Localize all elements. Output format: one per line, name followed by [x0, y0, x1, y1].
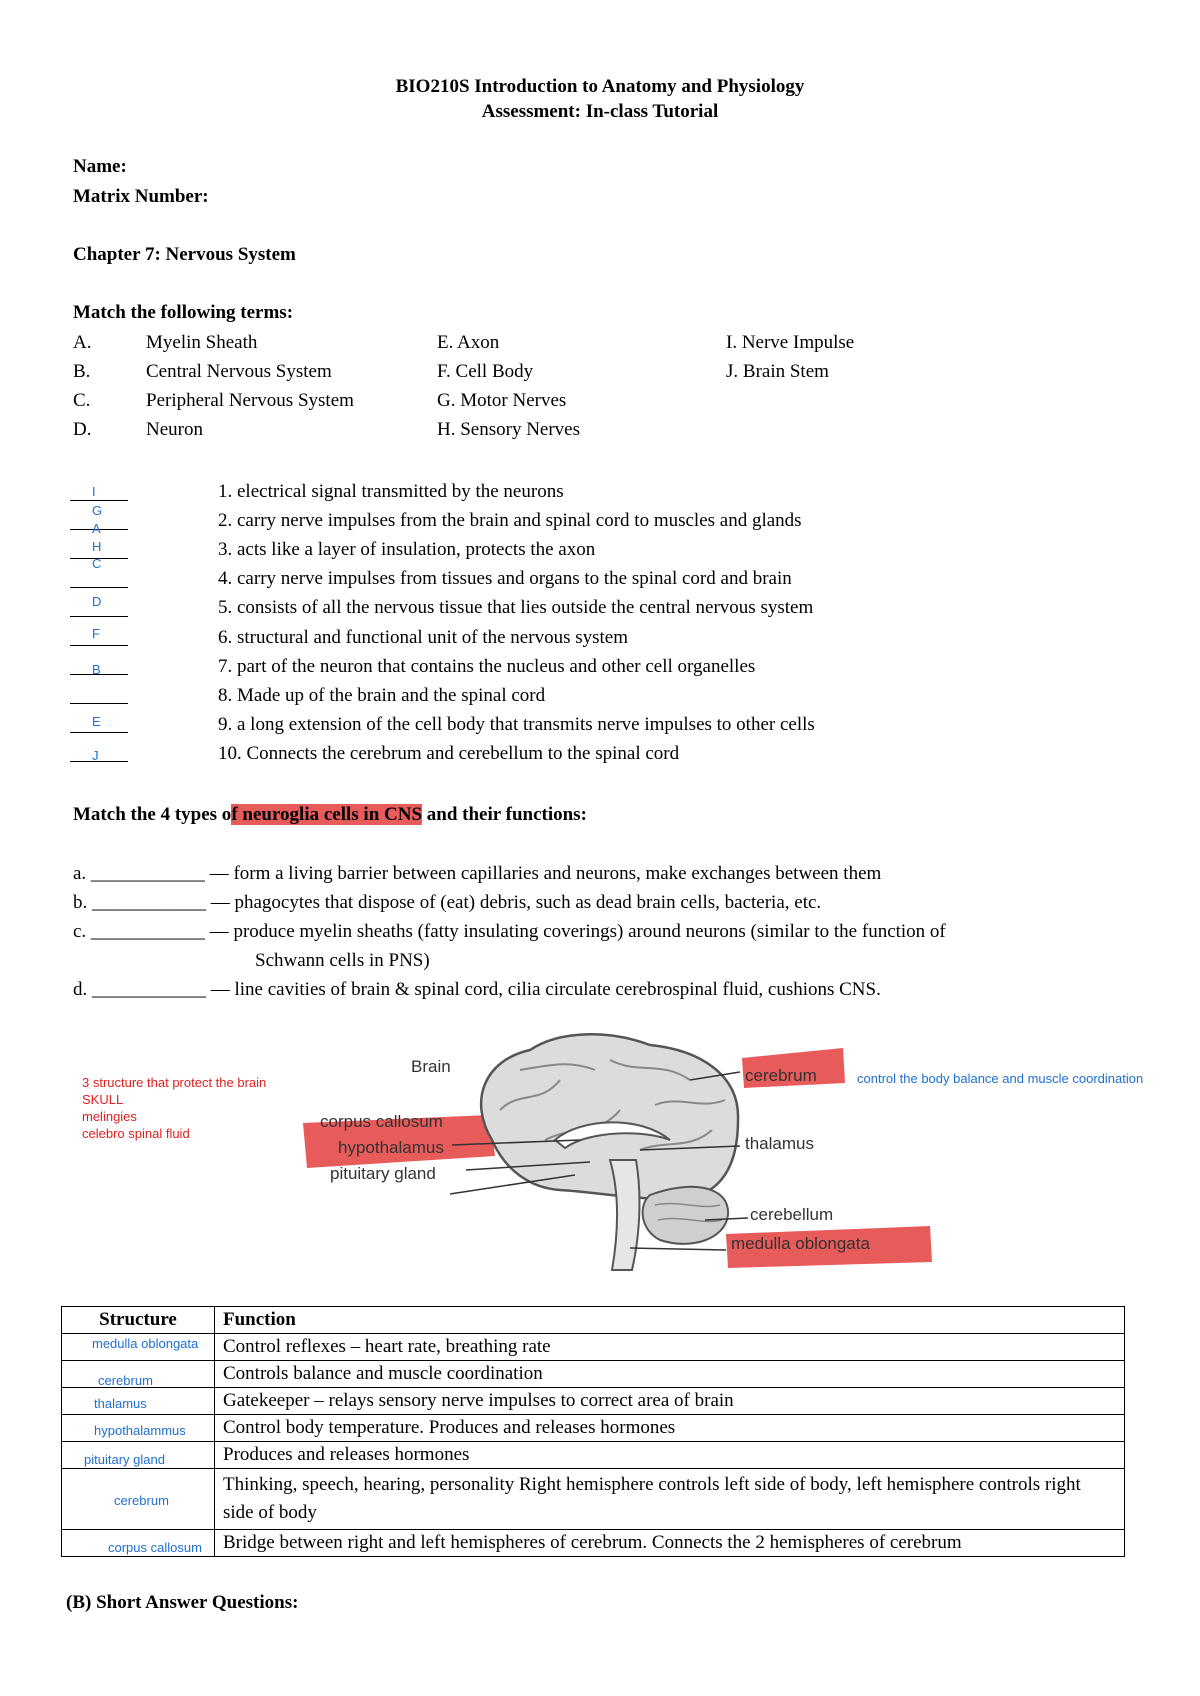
cerebellum-shape [643, 1187, 728, 1244]
handwritten-structure: cerebrum [114, 1493, 169, 1508]
structure-cell[interactable] [62, 1334, 215, 1361]
table-row [62, 1442, 1125, 1469]
question: 1. electrical signal transmitted by the neurons [218, 481, 564, 502]
table-row [62, 1388, 1125, 1415]
neuroglia-item-continuation: Schwann cells in PNS) [255, 950, 430, 971]
term: Neuron [146, 419, 203, 440]
question: 10. Connects the cerebrum and cerebellum to the spinal cord [218, 743, 680, 764]
item-text: phagocytes that dispose of (eat) debris, such as dead brain cells, bacteria, etc. [234, 892, 822, 913]
handwritten-answer: B [92, 662, 101, 677]
structure-cell[interactable] [62, 1442, 215, 1469]
handwritten-answer: H [92, 539, 102, 554]
function-cell: Control body temperature. Produces and releases hormones [215, 1415, 1125, 1442]
handwritten-answer: F [92, 626, 100, 641]
handwritten-answer: J [92, 748, 99, 763]
table-row [62, 1469, 1125, 1530]
handwritten-structure: cerebrum [98, 1373, 153, 1388]
handwritten-answer: E [92, 714, 101, 729]
item-blank[interactable]: b. ____________ — [73, 892, 235, 913]
match-terms-heading: Match the following terms: [73, 302, 294, 323]
question: 2. carry nerve impulses from the brain and spinal cord to muscles and glands [218, 510, 802, 531]
brainstem-shape [610, 1160, 639, 1270]
label-cerebrum: cerebrum [745, 1066, 817, 1085]
structure-cell[interactable] [62, 1415, 215, 1442]
term: I. Nerve Impulse [726, 332, 855, 353]
table-row [62, 1530, 1125, 1557]
matrix-number-label: Matrix Number: [73, 186, 209, 207]
label-medulla-oblongata: medulla oblongata [731, 1234, 870, 1253]
handwritten-structure: thalamus [94, 1396, 147, 1411]
term: G. Motor Nerves [437, 390, 567, 411]
cerebrum-shape [481, 1034, 738, 1198]
question: 4. carry nerve impulses from tissues and organs to the spinal cord and brain [218, 568, 792, 589]
label-pituitary-gland: pituitary gland [330, 1164, 436, 1183]
name-field-label: Name: [73, 156, 127, 177]
question: 3. acts like a layer of insulation, protects the axon [218, 539, 596, 560]
label-corpus-callosum: corpus callosum [320, 1112, 443, 1131]
question: 8. Made up of the brain and the spinal cord [218, 685, 546, 706]
diagram-title: Brain [411, 1057, 451, 1076]
term: Central Nervous System [146, 361, 332, 382]
question: 9. a long extension of the cell body that transmits nerve impulses to other cells [218, 714, 815, 735]
function-cell: Control reflexes – heart rate, breathing rate [215, 1334, 1125, 1361]
label-thalamus: thalamus [745, 1134, 814, 1153]
item-text: line cavities of brain & spinal cord, cilia circulate cerebrospinal fluid, cushions CNS. [234, 979, 881, 1000]
question: 7. part of the neuron that contains the nucleus and other cell organelles [218, 656, 756, 677]
label-cerebellum: cerebellum [750, 1205, 834, 1224]
label-hypothalamus: hypothalamus [338, 1138, 444, 1157]
handwritten-structure: medulla oblongata [92, 1336, 199, 1351]
table-row [62, 1415, 1125, 1442]
item-text: form a living barrier between capillaries and neurons, make exchanges between them [233, 863, 882, 884]
handwritten-structure: pituitary gland [84, 1452, 165, 1467]
header-structure: Structure [62, 1307, 215, 1334]
course-title: BIO210S Introduction to Anatomy and Physiology [395, 76, 805, 97]
note-line: melingies [82, 1109, 137, 1124]
term-letter: C. [73, 390, 91, 411]
section-b-heading: (B) Short Answer Questions: [66, 1592, 299, 1613]
item-blank[interactable]: a. ____________ — [73, 863, 234, 884]
handwritten-answer: A [92, 521, 101, 536]
handwritten-answer: D [92, 594, 102, 609]
function-cell: Thinking, speech, hearing, personality Right hemisphere controls left side of body, left hemisphere controls right side of body [215, 1469, 1125, 1530]
handwritten-answer: I [92, 484, 96, 499]
handwritten-structure: corpus callosum [108, 1540, 202, 1555]
structure-cell[interactable] [62, 1388, 215, 1415]
function-cell: Gatekeeper – relays sensory nerve impulses to correct area of brain [215, 1388, 1125, 1415]
term: Myelin Sheath [146, 332, 258, 353]
term: E. Axon [437, 332, 500, 353]
table-row [62, 1334, 1125, 1361]
handwritten-answer: G [92, 503, 103, 518]
function-cell: Bridge between right and left hemispheres of cerebrum. Connects the 2 hemispheres of cerebrum [215, 1530, 1125, 1557]
term-letter: D. [73, 419, 92, 440]
term-letter: A. [73, 332, 92, 353]
note-right: control the body balance and muscle coordination [857, 1071, 1144, 1086]
table-row [62, 1361, 1125, 1388]
structure-cell[interactable] [62, 1469, 215, 1530]
handwritten-structure: hypothalammus [94, 1423, 186, 1438]
assessment-title: Assessment: In-class Tutorial [481, 101, 719, 122]
term: Peripheral Nervous System [146, 390, 354, 411]
structure-function-table [61, 1306, 1125, 1557]
item-text: produce myelin sheaths (fatty insulating coverings) around neurons (similar to the function of [233, 921, 946, 942]
heading-text: and their functions: [422, 804, 587, 825]
question: 6. structural and functional unit of the nervous system [218, 627, 628, 648]
table-header-row [62, 1307, 1125, 1334]
question: 5. consists of all the nervous tissue that lies outside the central nervous system [218, 597, 814, 618]
handwritten-answer: C [92, 556, 102, 571]
note-line: SKULL [82, 1092, 124, 1107]
function-cell: Controls balance and muscle coordination [215, 1361, 1125, 1388]
structure-cell[interactable] [62, 1361, 215, 1388]
item-blank[interactable]: d. ____________ — [73, 979, 235, 1000]
note-line: 3 structure that protect the brain [82, 1075, 267, 1090]
heading-text: Match the 4 types o [73, 804, 232, 825]
chapter-heading: Chapter 7: Nervous System [73, 244, 296, 265]
term: H. Sensory Nerves [437, 419, 581, 440]
term: J. Brain Stem [726, 361, 829, 382]
highlighted-text: f neuroglia cells in CNS [231, 804, 423, 825]
function-cell: Produces and releases hormones [215, 1442, 1125, 1469]
term-letter: B. [73, 361, 91, 382]
item-blank[interactable]: c. ____________ — [73, 921, 234, 942]
header-function: Function [215, 1307, 1125, 1334]
structure-cell[interactable] [62, 1530, 215, 1557]
term: F. Cell Body [437, 361, 534, 382]
note-line: celebro spinal fluid [82, 1126, 190, 1141]
